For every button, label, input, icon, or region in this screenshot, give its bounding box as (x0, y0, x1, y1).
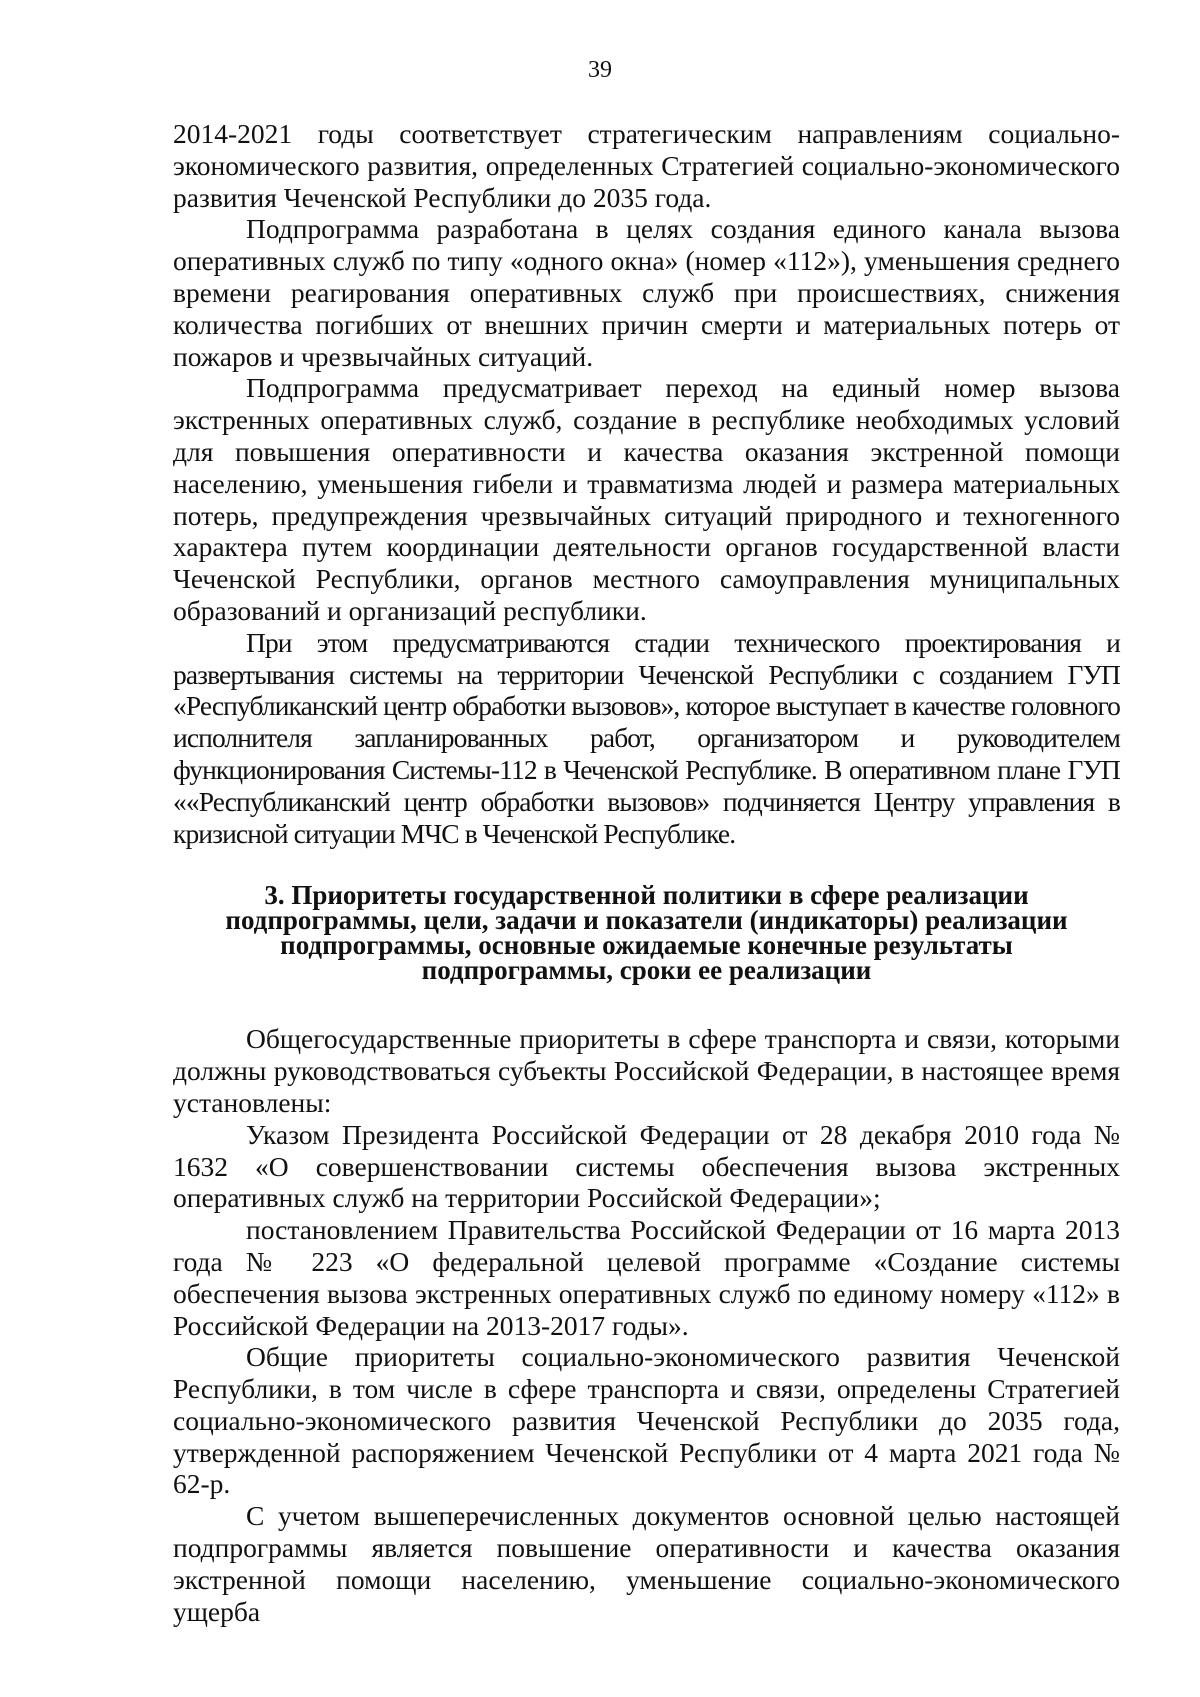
paragraph-main-goal: С учетом вышеперечисленных документов основной целью настоящей подпрограммы является повышение оперативности и качества оказания экстренной помощи населению, уменьшение социально-экономического ущерба (173, 1500, 1120, 1627)
paragraph-regional-priorities: Общие приоритеты социально-экономического развития Чеченской Республики, в том числе в сфере транспорта и связи, определены Стратегией социально-экономического развития Чеченской Республики до 2035 года, утвержденной распоряжением Чеченской Республики от 4 марта 2021 года № 62-р. (173, 1341, 1120, 1500)
section-heading-line: 3. Приоритеты государственной политики в сфере реализации (264, 880, 1029, 911)
paragraph-subprogram-provisions: Подпрограмма предусматривает переход на единый номер вызова экстренных оперативных служб, создание в республике необходимых условий для повышения оперативности и качества оказания экстренной помощи населению, уменьшения гибели и травматизма людей и размера материальных потерь, предупреждения чрезвычайных ситуаций природного и техногенного характера путем координации деятельности органов государственной власти Чеченской Республики, органов местного самоуправления муниципальных образований и организаций республики. (173, 372, 1120, 626)
paragraph-strategy-continuation: 2014-2021 годы соответствует стратегическим направлениям социально-экономического развития, определенных Стратегией социально-экономического развития Чеченской Республики до 2035 года. (173, 118, 1120, 213)
paragraph-national-priorities: Общегосударственные приоритеты в сфере транспорта и связи, которыми должны руководствоваться субъекты Российской Федерации, в настоящее время установлены: (173, 1023, 1120, 1118)
section-heading-line: подпрограммы, цели, задачи и показатели (индикаторы) реализации (225, 905, 1068, 936)
paragraph-presidential-decree: Указом Президента Российской Федерации от 28 декабря 2010 года № 1632 «О совершенствовании системы обеспечения вызова экстренных оперативных служб на территории Российской Федерации»; (173, 1118, 1120, 1214)
section-heading-line: подпрограммы, сроки ее реализации (421, 955, 872, 986)
paragraph-design-stages: При этом предусматриваются стадии технического проектирования и развертывания системы на территории Чеченской Республики с созданием ГУП «Республиканский центр обработки вызовов», которое выступает в качестве головного исполнителя запланированных работ, организатором и руководителем функционирования Системы-112 в Чеченской Республике. В оперативном плане ГУП ««Республиканский центр обработки вызовов» подчиняется Центру управления в кризисной ситуации МЧС в Чеченской Республике. (173, 626, 1120, 849)
page-number: 39 (588, 57, 612, 83)
section-heading-line: подпрограммы, основные ожидаемые конечные результаты (280, 930, 1013, 961)
section-heading (173, 880, 1120, 986)
paragraph-government-resolution: постановлением Правительства Российской Федерации от 16 марта 2013 года № 223 «О федеральной целевой программе «Создание системы обеспечения вызова экстренных оперативных служб по единому номеру «112» в Российской Федерации на 2013-2017 годы». (173, 1214, 1120, 1341)
paragraph-subprogram-purpose: Подпрограмма разработана в целях создания единого канала вызова оперативных служб по типу «одного окна» (номер «112»), уменьшения среднего времени реагирования оперативных служб при происшествиях, снижения количества погибших от внешних причин смерти и материальных потерь от пожаров и чрезвычайных ситуаций. (173, 213, 1120, 372)
page-content (173, 118, 1120, 1627)
